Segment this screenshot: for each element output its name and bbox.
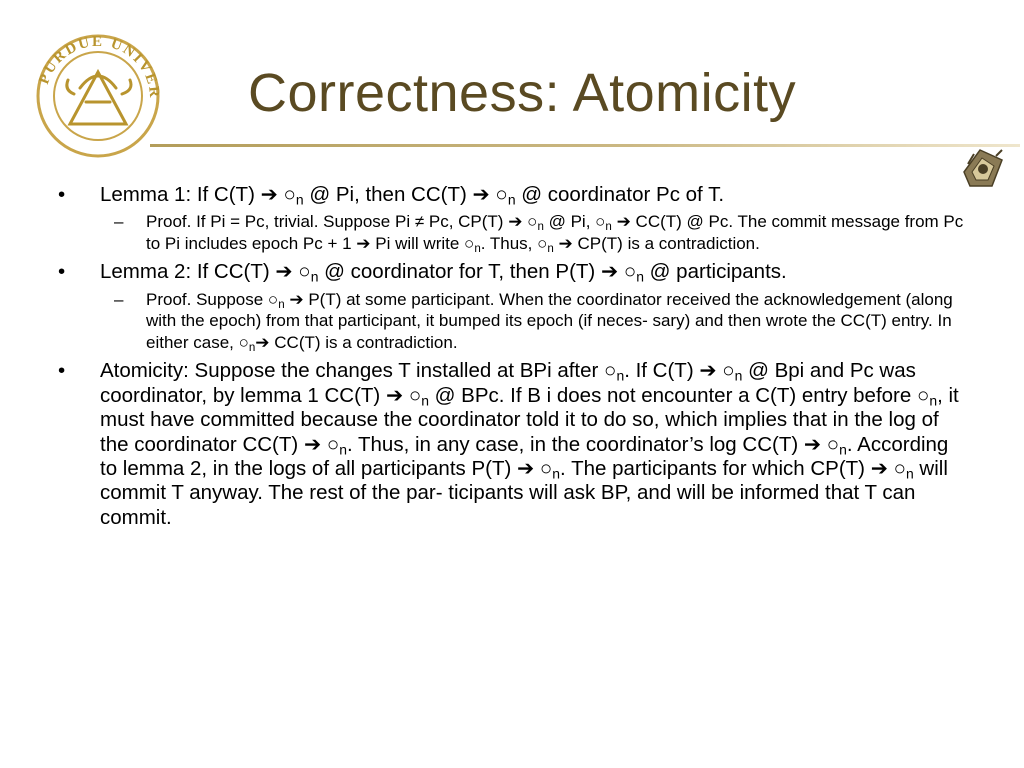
text-run: Lemma 2: If CC(T) (100, 260, 276, 284)
text-run: . If C(T) (624, 359, 700, 383)
text-run: @ participants. (643, 260, 787, 284)
bullet-item (58, 359, 968, 530)
arrow-glyph: ➔ (517, 456, 535, 480)
arrow-glyph: ➔ (870, 456, 888, 480)
text-run: ○ (618, 260, 637, 284)
subscript-n: n (537, 221, 544, 234)
text-run: ○ (522, 212, 538, 232)
bullet-item (58, 260, 968, 284)
arrow-glyph: ➔ (255, 332, 270, 352)
subscript-n: n (734, 367, 743, 384)
subscript-n: n (839, 441, 847, 458)
text-run: ○ (887, 456, 906, 480)
subscript-n: n (636, 268, 644, 285)
text-run: ○ (534, 456, 553, 480)
arrow-glyph: ➔ (699, 359, 717, 383)
bullet-marker: • (58, 260, 66, 284)
subscript-n: n (905, 465, 914, 482)
slide-title: Correctness: Atomicity (248, 63, 797, 123)
sub-bullet-marker: – (114, 289, 124, 309)
subscript-n: n (339, 441, 347, 458)
subscript-n: n (421, 392, 429, 409)
text-run: CC(T) is a contradiction. (269, 332, 458, 352)
arrow-glyph: ➔ (385, 383, 404, 407)
subscript-n: n (474, 242, 481, 255)
arrow-glyph: ➔ (803, 432, 822, 456)
sub-bullet-item (58, 211, 968, 254)
text-run: Pi will write ○ (370, 233, 475, 253)
text-run: ○ (489, 183, 508, 206)
title-rule (150, 144, 1020, 147)
text-run: @ BPc. If B i does not encounter a C(T) entry before ○ (428, 383, 930, 407)
subscript-n: n (616, 367, 625, 384)
text-run: ○ (403, 383, 422, 407)
arrow-glyph: ➔ (275, 260, 293, 284)
text-run: ○ (277, 183, 296, 206)
bullet-marker: • (58, 183, 66, 206)
text-run: ○ (716, 359, 735, 383)
text-run: Lemma 1: If C(T) (100, 183, 261, 206)
subscript-n: n (278, 298, 285, 311)
text-run: Proof. Suppose ○ (146, 289, 279, 309)
text-run: Atomicity: Suppose the changes T installed at BPi after ○ (100, 359, 617, 383)
text-run: Proof. If Pi = Pc, trivial. Suppose Pi ≠ Pc, CP(T) (146, 212, 509, 232)
text-run: , it must have committed because the coordinator told it to do so, which implies that in the log of the coordinator CC(T) (100, 383, 959, 456)
purdue-seal-logo (30, 28, 166, 158)
text-run: P(T) at some participant. When the coordinator received the acknowledgement (along with the epoch) from that participant, it bumped its epoch (if neces- sary) and then wrote the CC(T) entry. In either case, ○ (146, 289, 953, 352)
subscript-n: n (248, 341, 256, 354)
arrow-glyph: ➔ (260, 183, 278, 206)
arrow-glyph: ➔ (356, 233, 371, 253)
subscript-n: n (295, 191, 304, 208)
subscript-n: n (552, 465, 561, 482)
arrow-glyph: ➔ (508, 212, 523, 232)
text-run: . Thus, in any case, in the coordinator’s log CC(T) (346, 432, 804, 456)
subscript-n: n (605, 221, 612, 234)
bullet-item (58, 183, 968, 207)
text-run: @ coordinator for T, then P(T) (318, 260, 601, 284)
text-run: CP(T) is a contradiction. (572, 233, 760, 253)
purdue-seal-icon (30, 28, 166, 158)
text-run: . Thus, ○ (480, 233, 548, 253)
text-run: ○ (821, 432, 840, 456)
text-run: CC(T) @ Pc. The commit message from Pc to Pi includes epoch Pc + 1 (146, 212, 964, 253)
text-run: ○ (292, 260, 311, 284)
bullet-marker: • (58, 359, 66, 383)
arrow-glyph: ➔ (600, 260, 619, 284)
text-run: @ Pi, ○ (543, 212, 606, 232)
arrow-glyph: ➔ (472, 183, 490, 206)
text-run: will commit T anyway. The rest of the par- ticipants will ask BP, and will be informed that T can commit. (100, 456, 948, 529)
text-run: ○ (321, 432, 340, 456)
subscript-n: n (310, 268, 319, 285)
arrow-glyph: ➔ (289, 289, 304, 309)
arrow-glyph: ➔ (303, 432, 322, 456)
sub-bullet-marker: – (114, 212, 124, 232)
arrow-glyph: ➔ (616, 212, 631, 232)
text-run: @ Pi, then CC(T) (303, 183, 473, 206)
subscript-n: n (929, 392, 938, 409)
subscript-n: n (547, 242, 554, 255)
slide-body (58, 183, 968, 534)
subscript-n: n (507, 191, 516, 208)
text-run: @ coordinator Pc of T. (515, 183, 725, 206)
sub-bullet-item (58, 289, 968, 354)
seal-text: PURDUE UNIVER (36, 33, 163, 100)
arrow-glyph: ➔ (558, 233, 573, 253)
text-run: @ Bpi and Pc was coordinator, by lemma 1 CC(T) (100, 359, 916, 407)
text-run: . According to lemma 2, in the logs of all participants P(T) (100, 432, 949, 480)
text-run: . The participants for which CP(T) (560, 456, 871, 480)
